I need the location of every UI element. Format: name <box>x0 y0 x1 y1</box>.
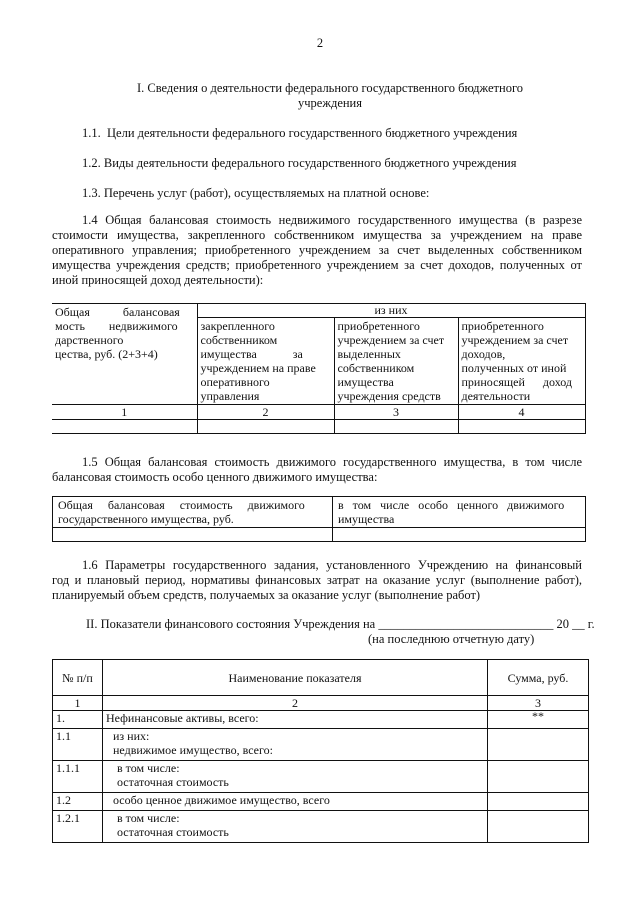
section2-note: (на последнюю отчетную дату) <box>368 632 535 646</box>
t1-empty-cell <box>197 420 334 434</box>
p1-6-line1: 1.6 Параметры государственного задания, установленного Учреждению на финансовый <box>82 558 582 572</box>
report-date-blank: ____________________________ <box>378 617 554 631</box>
t2-col2-header: в том числе особо ценного движимого имущества <box>333 497 586 528</box>
t1-num-4: 4 <box>458 405 585 420</box>
t3-header-num: № п/п <box>53 660 103 696</box>
section2-title: II. Показатели финансового состояния Учреждения на ____________________________ 20 __ г. <box>86 617 595 631</box>
t1-empty-cell <box>458 420 585 434</box>
section1-title-line2: учреждения <box>297 96 362 110</box>
t1-col3-header: приобретенного учреждением за счет выделенных собственником имущества учреждения средств <box>334 318 458 405</box>
table-row: 1.2.1 в том числе: остаточная стоимость <box>53 811 589 843</box>
t3-header-name: Наименование показателя <box>103 660 488 696</box>
p1-4-line1: 1.4 Общая балансовая стоимость недвижимого государственного имущества (в разрезе <box>82 213 582 227</box>
t1-col2-header: закрепленного собственником имущества за учреждением на праве оперативного управления <box>197 318 334 405</box>
movable-property-table <box>52 496 586 542</box>
t1-empty-cell <box>52 420 197 434</box>
t1-col4-header: приобретенного учреждением за счет доходов, полученных от иной приносящей доход деятельности <box>458 318 585 405</box>
paragraph-1-2: 1.2. Виды деятельности федерального государственного бюджетного учреждения <box>82 156 517 170</box>
t1-num-2: 2 <box>197 405 334 420</box>
t2-empty-cell <box>333 528 586 542</box>
paragraph-1-1: 1.1. Цели деятельности федерального государственного бюджетного учреждения <box>82 126 518 140</box>
t1-empty-cell <box>334 420 458 434</box>
table-row: 1.1 из них: недвижимое имущество, всего: <box>53 729 589 761</box>
p1-4-line2: стоимости имущества, закрепленного собственником имущества за учреждением на праве <box>52 228 582 242</box>
t1-group-header: из них <box>197 304 585 318</box>
p1-4-line3: оперативного управления; приобретенного учреждением за счет выделенных собственником <box>52 243 582 257</box>
section1-title-line1: I. Сведения о деятельности федерального государственного бюджетного <box>136 81 524 95</box>
t1-num-3: 3 <box>334 405 458 420</box>
p1-5-line1: 1.5 Общая балансовая стоимость движимого государственного имущества, в том числе <box>82 455 582 469</box>
p1-4-line4: имущества учреждения средств; приобретенного учреждением за счет доходов, полученных от <box>52 258 582 272</box>
p1-6-line3: планируемый объем средств, получаемых за оказание услуг (выполнение работ) <box>52 588 481 602</box>
page-number: 2 <box>316 36 324 50</box>
p1-5-line2: балансовая стоимость особо ценного движимого имущества: <box>52 470 378 484</box>
t1-col1-header: Общая балансовая мость недвижимого дарственного цества, руб. (2+3+4) <box>52 304 197 405</box>
real-estate-table <box>52 303 586 434</box>
t2-col1-header: Общая балансовая стоимость движимого государственного имущества, руб. <box>53 497 333 528</box>
t3-num-1: 1 <box>53 696 103 711</box>
p1-4-line5: иной приносящей доход деятельности): <box>52 273 264 287</box>
paragraph-1-4 <box>52 213 582 288</box>
table-row: 1.1.1 в том числе: остаточная стоимость <box>53 761 589 793</box>
paragraph-1-5 <box>52 455 582 485</box>
t3-num-2: 2 <box>103 696 488 711</box>
p1-6-line2: год и плановый период, нормативы финансовых затрат на оказание услуг (выполнение работ), <box>52 573 582 587</box>
table-row: 1.2 особо ценное движимое имущество, всего <box>53 793 589 811</box>
paragraph-1-3: 1.3. Перечень услуг (работ), осуществляемых на платной основе: <box>82 186 430 200</box>
table-row: 1. Нефинансовые активы, всего: ** <box>53 711 589 729</box>
t3-num-3: 3 <box>488 696 589 711</box>
t1-num-1: 1 <box>52 405 197 420</box>
financial-indicators-table <box>52 659 589 843</box>
paragraph-1-6 <box>52 558 582 603</box>
t3-header-sum: Сумма, руб. <box>488 660 589 696</box>
t2-empty-cell <box>53 528 333 542</box>
